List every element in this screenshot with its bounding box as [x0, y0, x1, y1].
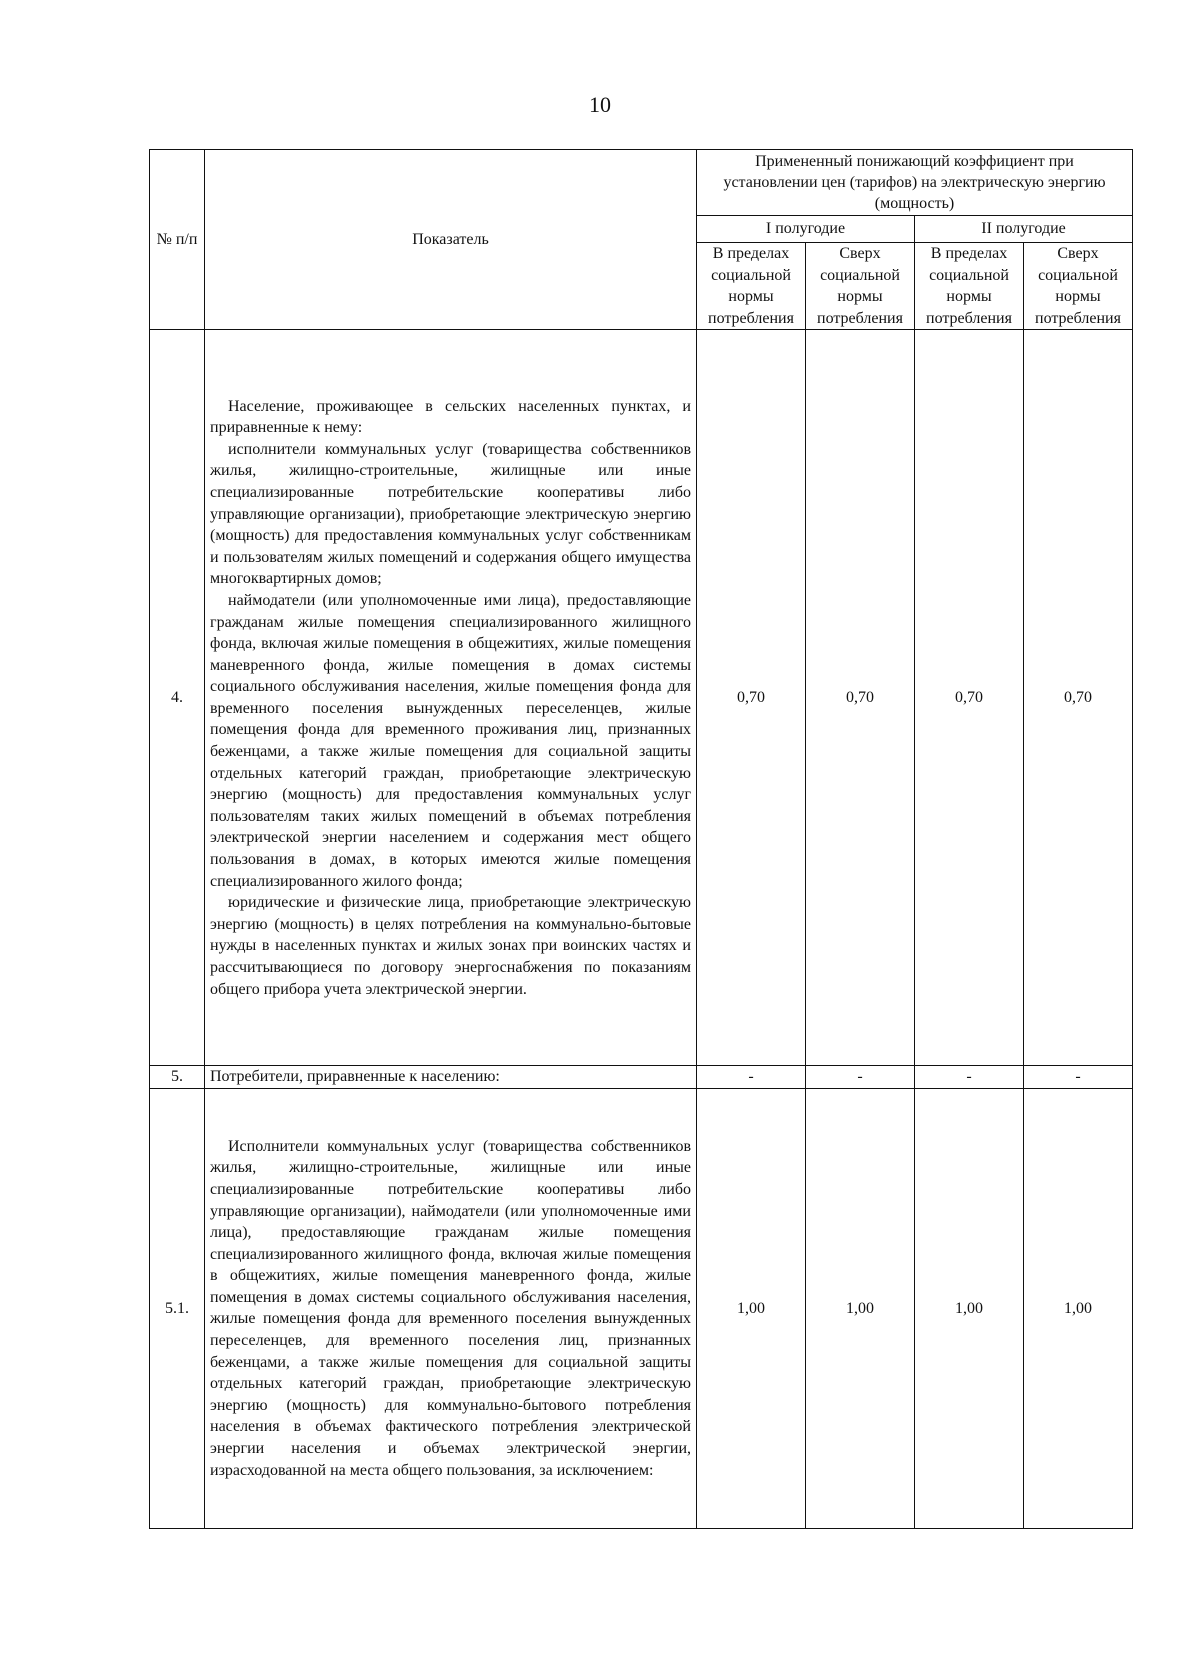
row-number: 5.1. — [150, 1088, 205, 1528]
row-number: 4. — [150, 330, 205, 1066]
value-h2-above: 0,70 — [1024, 330, 1133, 1066]
value-h1-above: 0,70 — [806, 330, 915, 1066]
value-h2-above: - — [1024, 1066, 1133, 1089]
header-coefficient-title: Примененный понижающий коэффициент при установлении цен (тарифов) на электрическую энергию (мощность) — [697, 150, 1133, 216]
page-number: 10 — [589, 92, 611, 117]
table-row — [150, 330, 1133, 1066]
row-description — [205, 1088, 697, 1528]
row-paragraph: наймодатели (или уполномоченные ими лица), предоставляющие гражданам жилые помещения специализированного жилищного фонда, включая жилые помещения в общежитиях, жилые помещения маневренного фонда, жилые помещения в домах системы социального обслуживания населения, жилые помещения фонда для временного поселения вынужденных переселенцев, жилые помещения фонда для временного проживания лиц, признанных беженцами, а также жилые помещения для социальной защиты отдельных категорий граждан, приобретающие электрическую энергию (мощность) для предоставления коммунальных услуг пользователям таких жилых помещений в объемах потребления электрической энергии населением и содержания мест общего пользования в домах, в которых имеются жилые помещения специализированного жилого фонда; — [210, 591, 691, 890]
row-paragraph: юридические и физические лица, приобретающие электрическую энергию (мощность) в целях потребления на коммунально-бытовые нужды в населенных пунктах и жилых зонах при воинских частях и рассчитывающиеся по договору энергоснабжения по показаниям общего прибора учета электрической энергии. — [210, 894, 691, 998]
row-description — [205, 1066, 697, 1089]
row-description — [205, 330, 697, 1066]
header-indicator: Показатель — [205, 150, 697, 330]
tariff-coefficient-table — [149, 149, 1133, 1529]
table-row — [150, 1066, 1133, 1089]
header-h2-within-norm: В пределах социальной нормы потребления — [915, 243, 1024, 330]
row-number: 5. — [150, 1066, 205, 1089]
value-h1-within: - — [697, 1066, 806, 1089]
header-half-1: I полугодие — [697, 216, 915, 243]
row-paragraph: исполнители коммунальных услуг (товарищества собственников жилья, жилищно-строительные, жилищные или иные специализированные потребительские кооперативы либо управляющие организации), приобретающие электрическую энергию (мощность) для предоставления коммунальных услуг собственникам и пользователям жилых помещений и содержания общего имущества многоквартирных домов; — [210, 440, 691, 588]
value-h1-within: 1,00 — [697, 1088, 806, 1528]
value-h2-within: - — [915, 1066, 1024, 1089]
value-h1-within: 0,70 — [697, 330, 806, 1066]
value-h2-within: 0,70 — [915, 330, 1024, 1066]
header-h1-above-norm: Сверх социальной нормы потребления — [806, 243, 915, 330]
header-num: № п/п — [150, 150, 205, 330]
value-h1-above: 1,00 — [806, 1088, 915, 1528]
value-h1-above: - — [806, 1066, 915, 1089]
row-paragraph: Исполнители коммунальных услуг (товарищества собственников жилья, жилищно-строительные, жилищные или иные специализированные потребительские кооперативы либо управляющие организации), наймодатели (или уполномоченные ими лица), предоставляющие гражданам жилые помещения специализированного жилищного фонда, включая жилые помещения в общежитиях, жилые помещения маневренного фонда, жилые помещения в домах системы социального обслуживания населения, жилые помещения фонда для временного поселения вынужденных переселенцев, для временного поселения лиц, признанных беженцами, а также жилые помещения для социальной защиты отдельных категорий граждан, приобретающие электрическую энергию (мощность) для коммунально-бытового потребления населения в объемах фактического потребления электрической энергии населения и объемах электрической энергии, израсходованной на места общего пользования, за исключением: — [210, 1137, 691, 1479]
row-paragraph: Население, проживающее в сельских населенных пунктах, и приравненные к нему: — [210, 397, 691, 437]
header-half-2: II полугодие — [915, 216, 1133, 243]
table-row — [150, 1088, 1133, 1528]
value-h2-above: 1,00 — [1024, 1088, 1133, 1528]
value-h2-within: 1,00 — [915, 1088, 1024, 1528]
header-h2-above-norm: Сверх социальной нормы потребления — [1024, 243, 1133, 330]
row-paragraph: Потребители, приравненные к населению: — [210, 1068, 500, 1086]
header-h1-within-norm: В пределах социальной нормы потребления — [697, 243, 806, 330]
